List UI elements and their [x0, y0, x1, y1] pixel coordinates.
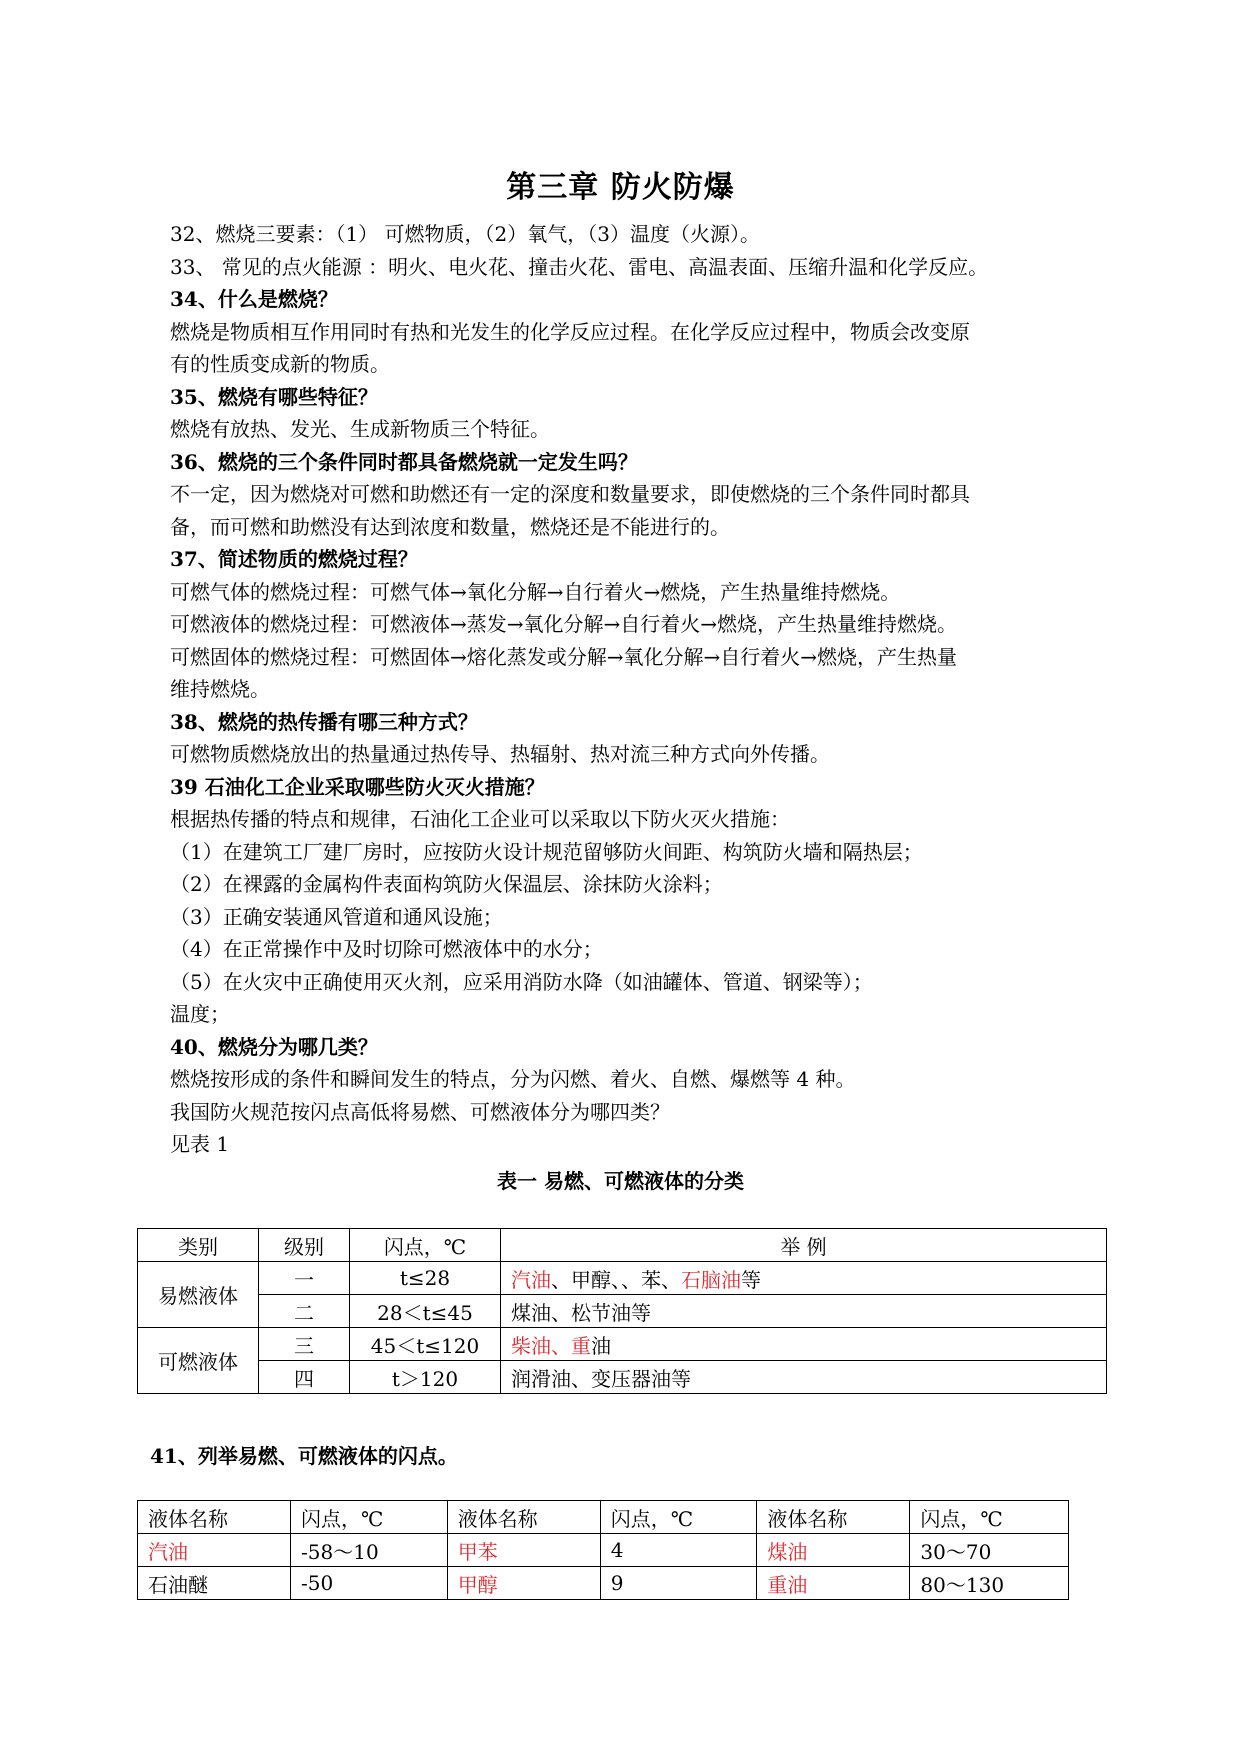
table-row	[138, 1262, 1107, 1295]
cell-examples: 润滑油、变压器油等	[501, 1361, 1107, 1394]
text-line: 不一定，因为燃烧对可燃和助燃还有一定的深度和数量要求，即使燃烧的三个条件同时都具	[170, 482, 970, 506]
table-row	[138, 1328, 1107, 1361]
question-heading: 40、燃烧分为哪几类？	[170, 1034, 378, 1059]
question-heading: 38、燃烧的热传播有哪三种方式？	[170, 709, 478, 734]
text-line: 可燃液体的燃烧过程：可燃液体→蒸发→氧化分解→自行着火→燃烧，产生热量维持燃烧。	[170, 612, 958, 636]
table-header-row	[138, 1501, 1069, 1534]
table-row	[138, 1534, 1069, 1567]
red-text: 汽油	[511, 1267, 551, 1292]
question-heading: 36、燃烧的三个条件同时都具备燃烧就一定发生吗？	[170, 449, 638, 474]
cell-flash: 28＜t≤45	[350, 1295, 501, 1328]
cell-level: 三	[259, 1328, 350, 1361]
cell-level: 四	[259, 1361, 350, 1394]
text-line: 见表 1	[170, 1132, 230, 1156]
cell-flash: 30～70	[910, 1534, 1069, 1567]
text-line: 温度；	[170, 1002, 230, 1026]
cell-examples: 煤油、松节油等	[501, 1295, 1107, 1328]
cell-flash: 9	[600, 1567, 757, 1600]
text-line: 有的性质变成新的物质。	[170, 352, 390, 376]
liquid-classification-table	[137, 1228, 1107, 1394]
text-line: 根据热传播的特点和规律，石油化工企业可以采取以下防火灭火措施：	[170, 807, 790, 831]
text-line: （4）在正常操作中及时切除可燃液体中的水分；	[170, 937, 603, 961]
cell-flash: t＞120	[350, 1361, 501, 1394]
text-line: （1）在建筑工厂建厂房时，应按防火设计规范留够防火间距、构筑防火墙和隔热层；	[170, 839, 923, 864]
text-line: 可燃气体的燃烧过程：可燃气体→氧化分解→自行着火→燃烧，产生热量维持燃烧。	[170, 579, 901, 604]
table1-caption: 表一 易燃、可燃液体的分类	[497, 1169, 744, 1193]
cell-name: 汽油	[138, 1534, 291, 1567]
cell-name: 甲醇	[447, 1567, 600, 1600]
text-line: （5）在火灾中正确使用灭火剂，应采用消防水降（如油罐体、管道、钢梁等）；	[170, 969, 873, 994]
cell-examples	[501, 1262, 1107, 1295]
page-title: 第三章 防火防爆	[506, 170, 735, 205]
red-text: 石脑油	[681, 1267, 741, 1292]
text-line: 燃烧有放热、发光、生成新物质三个特征。	[170, 417, 550, 441]
cell-level: 二	[259, 1295, 350, 1328]
table-header-row	[138, 1229, 1107, 1262]
header-name: 液体名称	[757, 1501, 910, 1534]
header-flash: 闪点，℃	[291, 1501, 448, 1534]
table-row	[138, 1567, 1069, 1600]
cell-flash: t≤28	[350, 1262, 501, 1295]
text-line: （2）在裸露的金属构件表面构筑防火保温层、涂抹防火涂料；	[170, 872, 723, 896]
text-line: 燃烧是物质相互作用同时有热和光发生的化学反应过程。在化学反应过程中，物质会改变原	[170, 319, 970, 344]
text: 等	[741, 1267, 761, 1292]
group-flammable: 易燃液体	[138, 1262, 259, 1328]
cell-name: 石油醚	[138, 1567, 291, 1600]
cell-name: 甲苯	[447, 1534, 600, 1567]
question-heading: 37、简述物质的燃烧过程？	[170, 547, 418, 571]
cell-flash: 80～130	[910, 1567, 1069, 1600]
question-heading: 39 石油化工企业采取哪些防火灭火措施？	[170, 774, 545, 799]
question-heading: 34、什么是燃烧？	[170, 287, 338, 311]
text: 、甲醇、、苯、	[551, 1267, 681, 1292]
question-41: 41、列举易燃、可燃液体的闪点。	[150, 1444, 458, 1468]
table-row	[138, 1361, 1107, 1394]
text-line: 33、 常见的点火能源 ：明火、电火花、撞击火花、雷电、高温表面、压缩升温和化学反应。	[170, 254, 989, 279]
red-text: 柴油、重	[511, 1333, 591, 1358]
text-line: 燃烧按形成的条件和瞬间发生的特点，分为闪燃、着火、自燃、爆燃等 4 种。	[170, 1067, 856, 1091]
table-row	[138, 1295, 1107, 1328]
cell-level: 一	[259, 1262, 350, 1295]
header-name: 液体名称	[447, 1501, 600, 1534]
text: 油	[591, 1333, 611, 1358]
cell-flash: -50	[291, 1567, 448, 1600]
cell-flash: -58～10	[291, 1534, 448, 1567]
cell-flash: 4	[600, 1534, 757, 1567]
header-name: 液体名称	[138, 1501, 291, 1534]
text-line: 维持燃烧。	[170, 677, 270, 701]
cell-name: 煤油	[757, 1534, 910, 1567]
header-flash: 闪点，℃	[600, 1501, 757, 1534]
text-line: 可燃物质燃烧放出的热量通过热传导、热辐射、热对流三种方式向外传播。	[170, 742, 830, 766]
text-line: 备，而可燃和助燃没有达到浓度和数量，燃烧还是不能进行的。	[170, 514, 730, 539]
text-line: 我国防火规范按闪点高低将易燃、可燃液体分为哪四类？	[170, 1099, 670, 1124]
text-line: 32、燃烧三要素：（1） 可燃物质，（2）氧气，（3）温度（火源）。	[170, 222, 760, 246]
header-flash: 闪点，℃	[910, 1501, 1069, 1534]
header-level: 级别	[259, 1229, 350, 1262]
question-heading: 35、燃烧有哪些特征？	[170, 384, 378, 409]
text-line: （3）正确安装通风管道和通风设施；	[170, 904, 503, 929]
header-examples: 举 例	[501, 1229, 1107, 1262]
header-category: 类别	[138, 1229, 259, 1262]
cell-examples	[501, 1328, 1107, 1361]
cell-name: 重油	[757, 1567, 910, 1600]
flash-point-table	[137, 1500, 1069, 1600]
header-flash: 闪点，℃	[350, 1229, 501, 1262]
group-combustible: 可燃液体	[138, 1328, 259, 1394]
cell-flash: 45＜t≤120	[350, 1328, 501, 1361]
text-line: 可燃固体的燃烧过程：可燃固体→熔化蒸发或分解→氧化分解→自行着火→燃烧，产生热量	[170, 644, 958, 669]
